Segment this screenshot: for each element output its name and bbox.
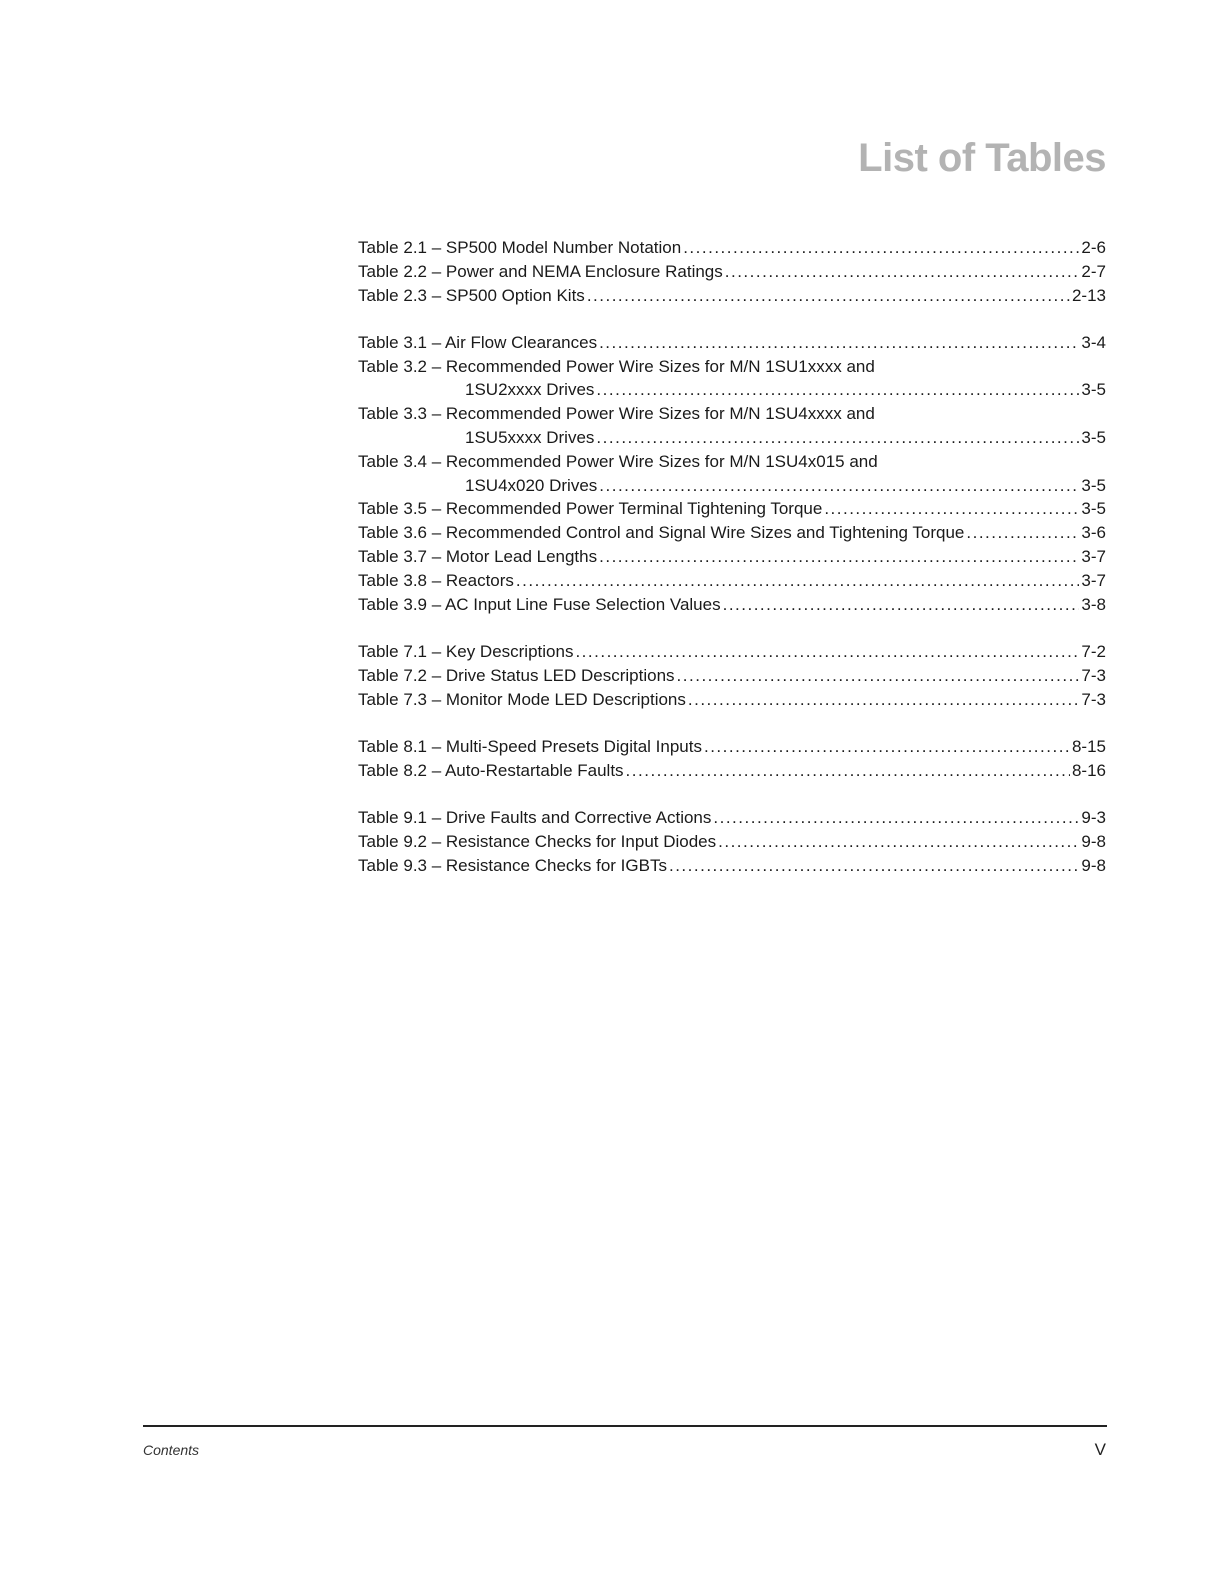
- dot-leader: [713, 806, 1079, 830]
- toc-entry-title: Table 2.1 – SP500 Model Number Notation: [358, 238, 682, 257]
- dot-leader: [683, 236, 1079, 260]
- toc-group: [358, 331, 1106, 617]
- toc-entry-line: [358, 830, 1106, 854]
- toc-entry-page: 2-7: [1081, 261, 1106, 281]
- toc-entry[interactable]: [358, 402, 1106, 450]
- toc-entry[interactable]: [358, 759, 1106, 783]
- toc-entry-page: 3-7: [1081, 570, 1106, 590]
- toc-entry[interactable]: [358, 260, 1106, 284]
- toc-entry[interactable]: [358, 355, 1106, 403]
- dot-leader: [704, 735, 1070, 759]
- toc-entry-page: 3-5: [1081, 380, 1106, 400]
- toc-entry-page: 8-16: [1071, 760, 1106, 780]
- toc-entry-title: Table 7.3 – Monitor Mode LED Descriptions: [358, 689, 686, 709]
- toc-entry-page: 3-5: [1081, 499, 1106, 519]
- toc-entry-line: [358, 450, 1106, 474]
- table-of-contents: [358, 236, 1106, 901]
- toc-entry[interactable]: [358, 284, 1106, 308]
- toc-entry-page: 7-3: [1081, 665, 1106, 685]
- toc-group: [358, 640, 1106, 711]
- toc-entry-title: Table 3.6 – Recommended Control and Signal Wire Sizes and Tightening Torque: [358, 523, 965, 543]
- dot-leader: [599, 545, 1079, 569]
- dot-leader: [587, 284, 1070, 308]
- toc-entry-title: Table 2.2 – Power and NEMA Enclosure Ratings: [358, 261, 723, 281]
- dot-leader: [596, 378, 1079, 402]
- dot-leader: [669, 854, 1079, 878]
- toc-entry-page: 9-3: [1081, 807, 1106, 827]
- footer-divider: [143, 1425, 1107, 1427]
- toc-entry[interactable]: [358, 664, 1106, 688]
- toc-entry-line: [358, 735, 1106, 759]
- toc-entry-continuation: [358, 426, 1106, 450]
- toc-entry-line: [358, 640, 1106, 664]
- dot-leader: [824, 497, 1079, 521]
- toc-entry-title: Table 3.4 – Recommended Power Wire Sizes for M/N 1SU4x015 and: [358, 451, 878, 471]
- dot-leader: [516, 569, 1080, 593]
- toc-entry[interactable]: [358, 497, 1106, 521]
- toc-entry-line: [358, 759, 1106, 783]
- toc-group: [358, 806, 1106, 877]
- toc-entry-page: 2-13: [1071, 285, 1106, 305]
- toc-entry-title: Table 3.8 – Reactors: [358, 570, 514, 590]
- toc-entry[interactable]: [358, 450, 1106, 498]
- toc-entry-page: 2-6: [1081, 238, 1106, 257]
- toc-group: [358, 236, 1106, 307]
- toc-entry[interactable]: [358, 806, 1106, 830]
- toc-entry-title: Table 3.1 – Air Flow Clearances: [358, 332, 598, 352]
- toc-entry[interactable]: [358, 331, 1106, 355]
- dot-leader: [599, 474, 1079, 498]
- toc-entry-title: Table 3.3 – Recommended Power Wire Sizes for M/N 1SU4xxxx and: [358, 404, 875, 424]
- footer-page-number: V: [1094, 1440, 1106, 1459]
- toc-entry-page: 7-2: [1081, 641, 1106, 661]
- dot-leader: [596, 426, 1079, 450]
- dot-leader: [677, 664, 1080, 688]
- toc-entry-page: 3-5: [1081, 428, 1106, 448]
- toc-entry-line: [358, 402, 1106, 426]
- toc-entry-title: Table 8.1 – Multi-Speed Presets Digital Inputs: [358, 736, 702, 756]
- toc-entry-continuation: [358, 378, 1106, 402]
- toc-entry[interactable]: [358, 236, 1106, 260]
- footer-section-label: Contents: [143, 1442, 200, 1458]
- toc-entry-page: 3-4: [1081, 332, 1106, 352]
- toc-entry-page: 3-5: [1081, 475, 1106, 495]
- dot-leader: [966, 521, 1079, 545]
- toc-entry-title: Table 2.3 – SP500 Option Kits: [358, 285, 585, 305]
- toc-entry-page: 3-8: [1081, 594, 1106, 614]
- toc-entry[interactable]: [358, 545, 1106, 569]
- toc-entry-line: [358, 545, 1106, 569]
- toc-entry-title: Table 3.2 – Recommended Power Wire Sizes for M/N 1SU1xxxx and: [358, 356, 875, 376]
- toc-entry-line: [358, 664, 1106, 688]
- toc-entry[interactable]: [358, 830, 1106, 854]
- toc-entry-title: Table 3.7 – Motor Lead Lengths: [358, 547, 598, 567]
- toc-entry-page: 3-7: [1081, 547, 1106, 567]
- toc-entry-title: Table 8.2 – Auto-Restartable Faults: [358, 760, 624, 780]
- toc-entry-page: 8-15: [1071, 736, 1106, 756]
- toc-entry-line: [358, 688, 1106, 712]
- toc-entry-title: Table 3.5 – Recommended Power Terminal Tightening Torque: [358, 499, 823, 519]
- toc-entry-title: Table 3.9 – AC Input Line Fuse Selection Values: [358, 594, 721, 614]
- toc-entry-line: [358, 854, 1106, 878]
- toc-entry[interactable]: [358, 640, 1106, 664]
- toc-group: [358, 735, 1106, 783]
- dot-leader: [626, 759, 1070, 783]
- toc-entry[interactable]: [358, 521, 1106, 545]
- toc-entry-line: [358, 331, 1106, 355]
- toc-entry[interactable]: [358, 593, 1106, 617]
- page-title: List of Tables: [858, 136, 1106, 180]
- toc-entry-title: Table 9.2 – Resistance Checks for Input Diodes: [358, 831, 717, 851]
- dot-leader: [575, 640, 1079, 664]
- toc-entry-title: Table 9.1 – Drive Faults and Corrective Actions: [358, 807, 712, 827]
- toc-entry-line: [358, 284, 1106, 308]
- toc-entry-line: [358, 806, 1106, 830]
- toc-entry[interactable]: [358, 569, 1106, 593]
- toc-entry-title: 1SU2xxxx Drives: [465, 380, 595, 400]
- toc-entry-title: Table 7.1 – Key Descriptions: [358, 641, 574, 661]
- toc-entry-title: 1SU5xxxx Drives: [465, 428, 595, 448]
- toc-entry-title: Table 7.2 – Drive Status LED Descriptions: [358, 665, 675, 685]
- toc-entry-continuation: [358, 474, 1106, 498]
- toc-entry-page: 3-6: [1081, 523, 1106, 543]
- toc-entry-line: [358, 236, 1106, 260]
- toc-entry-title: 1SU4x020 Drives: [465, 475, 598, 495]
- toc-entry-line: [358, 593, 1106, 617]
- toc-entry-page: 9-8: [1081, 831, 1106, 851]
- dot-leader: [718, 830, 1079, 854]
- toc-entry-line: [358, 260, 1106, 284]
- toc-entry[interactable]: [358, 854, 1106, 878]
- toc-entry-page: 7-3: [1081, 689, 1106, 709]
- toc-entry-line: [358, 569, 1106, 593]
- toc-entry[interactable]: [358, 688, 1106, 712]
- toc-entry[interactable]: [358, 735, 1106, 759]
- dot-leader: [725, 260, 1080, 284]
- dot-leader: [599, 331, 1079, 355]
- toc-entry-page: 9-8: [1081, 855, 1106, 875]
- toc-entry-title: Table 9.3 – Resistance Checks for IGBTs: [358, 855, 667, 875]
- dot-leader: [723, 593, 1080, 617]
- toc-entry-line: [358, 497, 1106, 521]
- dot-leader: [688, 688, 1080, 712]
- toc-entry-line: [358, 521, 1106, 545]
- toc-entry-line: [358, 355, 1106, 379]
